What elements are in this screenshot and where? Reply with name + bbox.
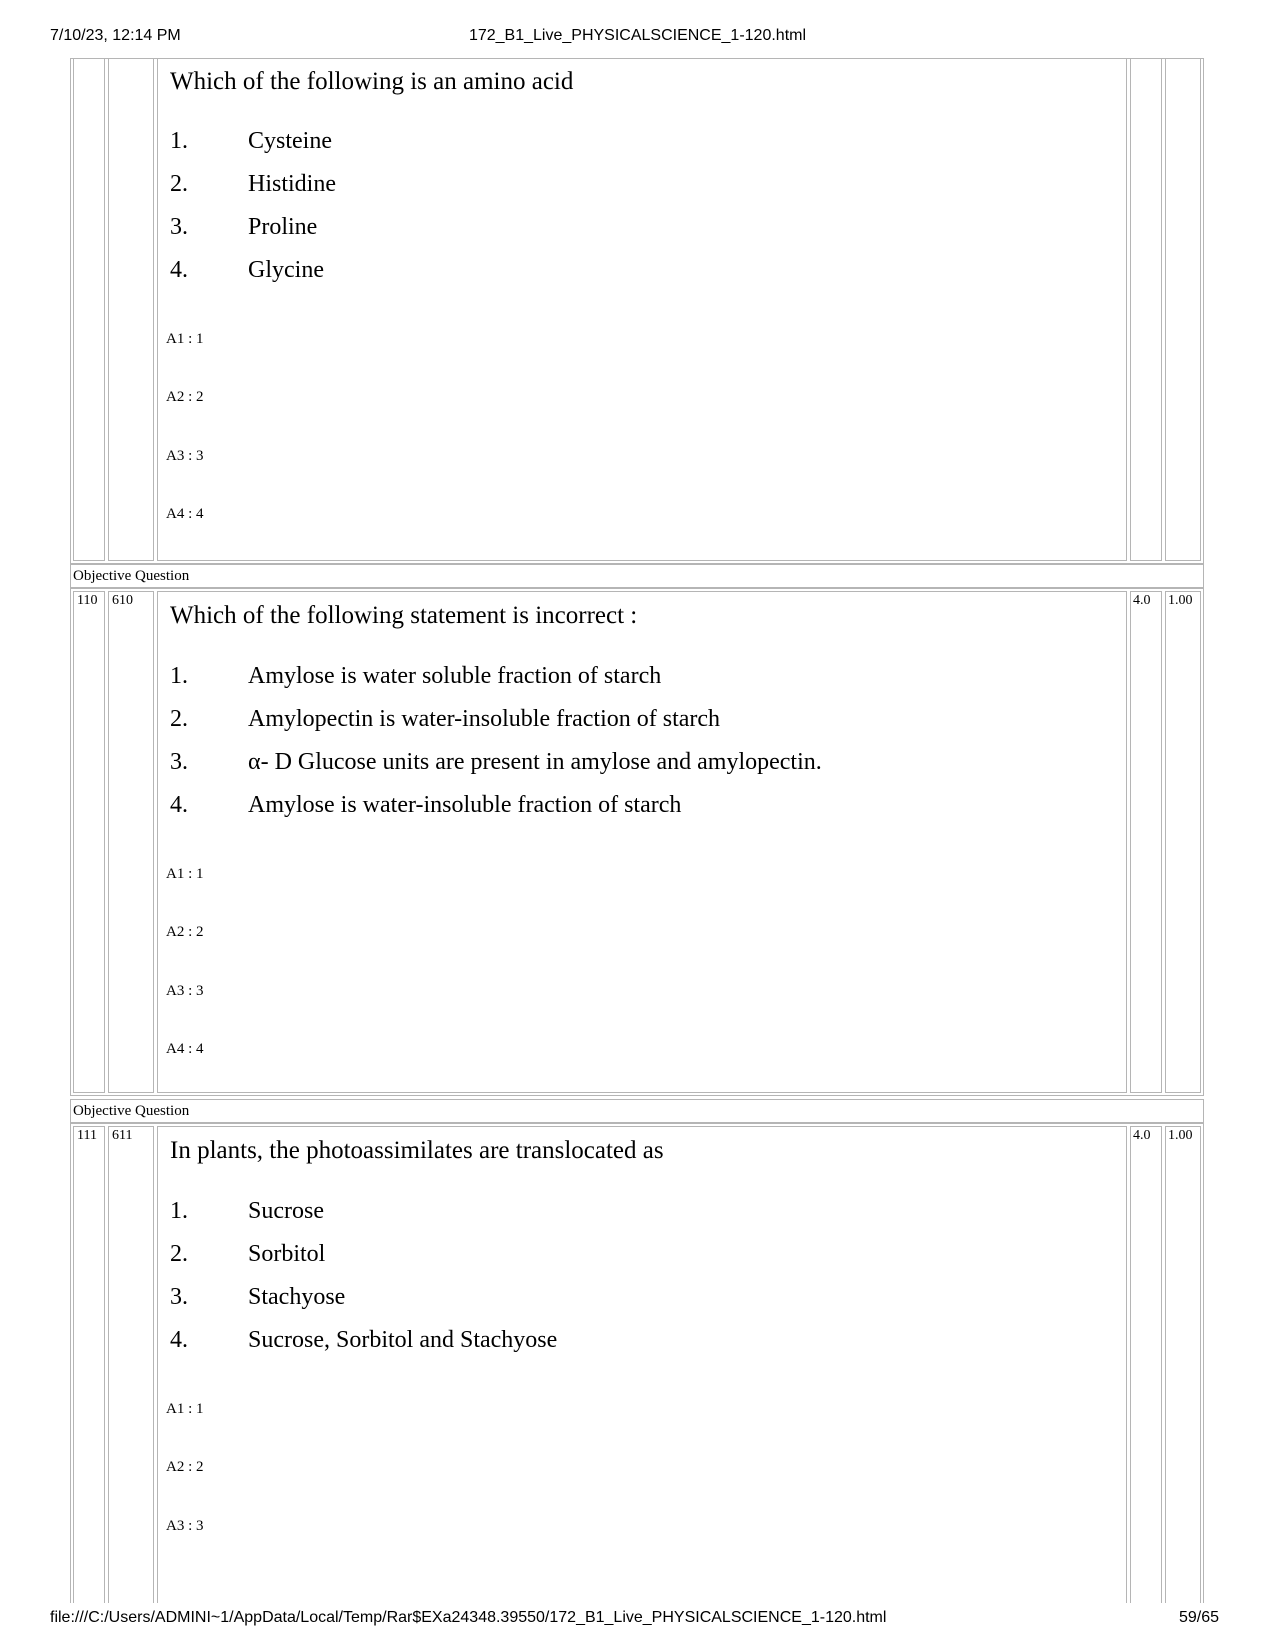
option-number: 3.	[170, 1284, 188, 1310]
answer-option: A1 : 1	[166, 331, 204, 347]
answer-option: A2 : 2	[166, 1459, 204, 1475]
option-text: Histidine	[248, 171, 336, 197]
question-type-row	[70, 1099, 1204, 1123]
question-id: 610	[112, 593, 133, 608]
option-text: Sucrose, Sorbitol and Stachyose	[248, 1327, 558, 1353]
question-text: Which of the following statement is incorrect :	[170, 602, 638, 629]
option-number: 2.	[170, 171, 188, 197]
option-text: Stachyose	[248, 1284, 346, 1310]
answer-option: A3 : 3	[166, 983, 204, 999]
option-number: 1.	[170, 663, 188, 689]
serial-number: 110	[77, 593, 98, 608]
answer-option: A4 : 4	[166, 1041, 204, 1057]
option-number: 4.	[170, 792, 188, 818]
question-text: In plants, the photoassimilates are translocated as	[170, 1137, 664, 1164]
option-number: 2.	[170, 1241, 188, 1267]
option-text: Sucrose	[248, 1198, 324, 1224]
option-number: 4.	[170, 257, 188, 283]
document-title: 172_B1_Live_PHYSICALSCIENCE_1-120.html	[468, 27, 807, 44]
question-type-label: Objective Question	[73, 568, 190, 584]
option-text: Sorbitol	[248, 1241, 326, 1267]
question-text: Which of the following is an amino acid	[170, 68, 574, 95]
qid-cell	[108, 1126, 154, 1603]
answer-option: A2 : 2	[166, 389, 204, 405]
option-text: Cysteine	[248, 128, 332, 154]
option-text: α- D Glucose units are present in amylose and amylopectin.	[248, 749, 822, 775]
option-text: Amylopectin is water-insoluble fraction of starch	[248, 706, 721, 732]
answer-option: A1 : 1	[166, 1401, 204, 1417]
option-text: Glycine	[248, 257, 324, 283]
question-type-row	[70, 564, 1204, 588]
file-path: file:///C:/Users/ADMINI~1/AppData/Local/Temp/Rar$EXa24348.39550/172_B1_Live_PHYSICALSCIENCE_1-120.html	[50, 1609, 887, 1626]
question-type-label: Objective Question	[73, 1103, 190, 1119]
print-datetime: 7/10/23, 12:14 PM	[50, 27, 181, 44]
answer-option: A3 : 3	[166, 448, 204, 464]
option-text: Amylose is water-insoluble fraction of starch	[248, 792, 682, 818]
sno-cell	[73, 591, 105, 1093]
marks-cell	[1130, 591, 1162, 1093]
answer-option: A4 : 4	[166, 506, 204, 522]
sno-cell	[73, 58, 105, 561]
negative-marks-cell	[1165, 591, 1201, 1093]
negative-marks-cell	[1165, 58, 1201, 561]
qid-cell	[108, 58, 154, 561]
option-number: 1.	[170, 128, 188, 154]
answer-option: A1 : 1	[166, 866, 204, 882]
option-number: 1.	[170, 1198, 188, 1224]
option-number: 3.	[170, 749, 188, 775]
option-text: Proline	[248, 214, 318, 240]
answer-option: A3 : 3	[166, 1518, 204, 1534]
option-text: Amylose is water soluble fraction of starch	[248, 663, 662, 689]
negative-marks-value: 1.00	[1168, 1128, 1193, 1143]
negative-marks-value: 1.00	[1168, 593, 1193, 608]
answer-option: A2 : 2	[166, 924, 204, 940]
marks-value: 4.0	[1133, 593, 1151, 608]
sno-cell	[73, 1126, 105, 1603]
negative-marks-cell	[1165, 1126, 1201, 1603]
marks-value: 4.0	[1133, 1128, 1151, 1143]
marks-cell	[1130, 1126, 1162, 1603]
marks-cell	[1130, 58, 1162, 561]
option-number: 4.	[170, 1327, 188, 1353]
option-number: 3.	[170, 214, 188, 240]
serial-number: 111	[77, 1128, 97, 1143]
question-id: 611	[112, 1128, 133, 1143]
qid-cell	[108, 591, 154, 1093]
page-number: 59/65	[1178, 1609, 1219, 1626]
option-number: 2.	[170, 706, 188, 732]
